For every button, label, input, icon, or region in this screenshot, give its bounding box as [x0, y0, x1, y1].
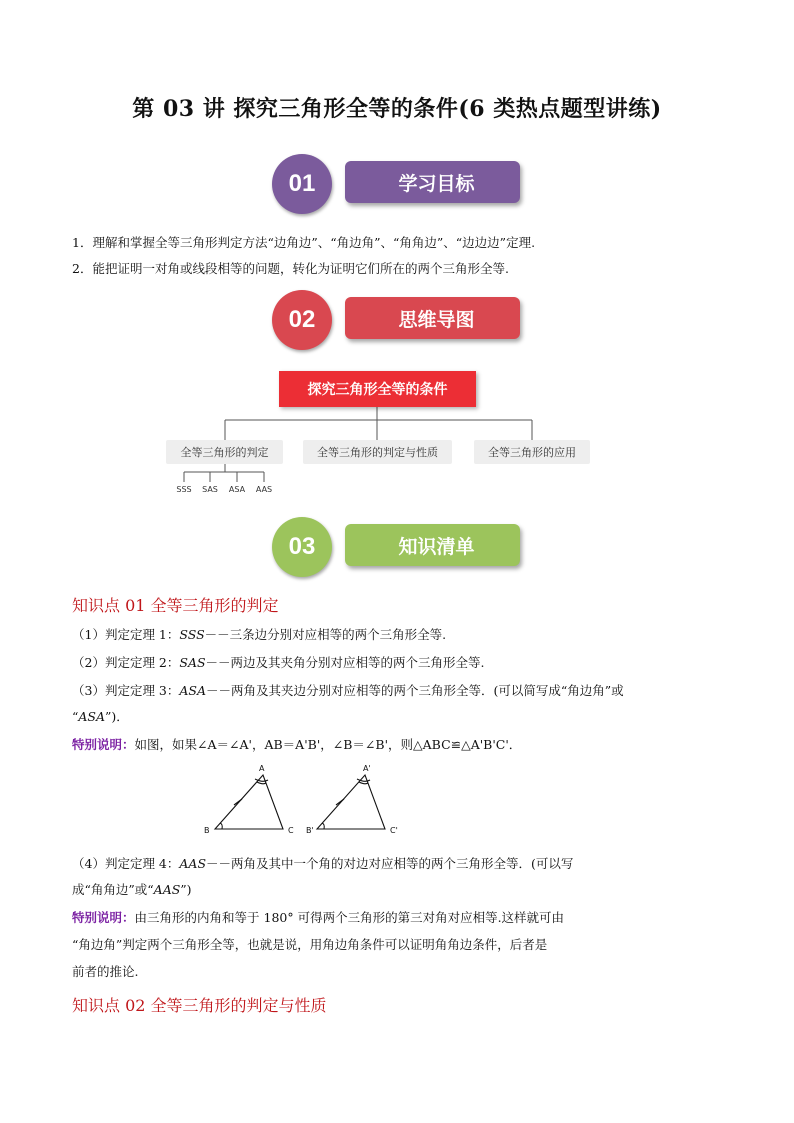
vertex-label-a-prime: A'	[363, 764, 371, 773]
special-note-2	[72, 910, 564, 926]
special-note-1	[72, 737, 521, 753]
theorem-label: （1）判定定理 1：	[72, 627, 180, 642]
theorem-4	[72, 856, 573, 872]
mindmap-node: 全等三角形的判定	[166, 440, 283, 464]
section-number: 03	[288, 533, 316, 560]
theorem-label: （4）判定定理 4：	[72, 856, 180, 871]
theorem-text: －－两边及其夹角分别对应相等的两个三角形全等.	[205, 655, 485, 670]
theorem-2	[72, 655, 485, 671]
quote-close: ”)．	[105, 709, 129, 724]
section-number-badge	[272, 517, 332, 577]
vertex-label-a: A	[259, 764, 265, 773]
theorem-text: 成“角角边”或“	[72, 882, 154, 897]
section-banner-knowledge	[345, 524, 520, 566]
theorem-abbr: SAS	[179, 655, 206, 670]
objective-2: 2．能把证明一对角或线段相等的问题，转化为证明它们所在的两个三角形全等.	[72, 261, 509, 276]
knowledge-heading: 知识点 02 全等三角形的判定与性质	[72, 996, 327, 1015]
note-label: 特别说明：	[72, 737, 135, 752]
special-note-2-line-3: 前者的推论.	[72, 964, 139, 979]
mindmap-leaf: ASA	[228, 485, 246, 494]
mindmap-node: 全等三角形的应用	[474, 440, 590, 464]
theorem-text: －－两角及其中一个角的对边对应相等的两个三角形全等．(可以写	[206, 856, 574, 871]
vertex-label-b: B	[204, 826, 210, 835]
theorem-4-continued	[72, 882, 192, 898]
theorem-label: （2）判定定理 2：	[72, 655, 180, 670]
theorem-abbr: AAS	[153, 882, 181, 897]
page-title: 第 03 讲 探究三角形全等的条件(6 类热点题型讲练)	[132, 96, 662, 122]
mindmap-leaf: SAS	[202, 485, 218, 494]
mindmap-root: 探究三角形全等的条件	[279, 371, 476, 407]
mindmap-leaf: AAS	[255, 485, 273, 494]
section-number: 02	[288, 306, 316, 333]
quote-close: ”)	[180, 882, 192, 897]
theorem-label: （3）判定定理 3：	[72, 683, 180, 698]
note-label: 特别说明：	[72, 910, 135, 925]
theorem-3	[72, 683, 624, 699]
theorem-text: －－两角及其夹边分别对应相等的两个三角形全等．(可以简写成“角边角”或	[206, 683, 624, 698]
knowledge-heading: 知识点 01 全等三角形的判定	[72, 596, 279, 615]
special-note-2-line-2: “角边角”判定两个三角形全等，也就是说，用角边角条件可以证明角角边条件，后者是	[72, 937, 548, 952]
theorem-abbr: ASA	[179, 683, 207, 698]
note-text: 由三角形的内角和等于 180° 可得两个三角形的第三对角对应相等.这样就可由	[134, 910, 565, 925]
vertex-label-b-prime: B'	[306, 826, 314, 835]
mindmap-leaf: SSS	[176, 485, 192, 494]
section-number: 01	[288, 170, 316, 197]
note-text: 如图，如果∠A＝∠A'，AB＝A'B'，∠B＝∠B'，则△ABC≌△A'B'C'．	[134, 737, 522, 752]
section-label: 学习目标	[398, 172, 475, 195]
theorem-abbr: SSS	[179, 627, 205, 642]
section-label: 思维导图	[398, 308, 475, 331]
theorem-abbr: ASA	[78, 709, 106, 724]
vertex-label-c: C	[288, 826, 294, 835]
theorem-abbr: AAS	[179, 856, 207, 871]
quote-open: “	[72, 709, 79, 724]
vertex-label-c-prime: C'	[390, 826, 398, 835]
theorem-1	[72, 627, 446, 643]
theorem-text: －－三条边分别对应相等的两个三角形全等.	[204, 627, 447, 642]
objective-1: 1．理解和掌握全等三角形判定方法“边角边”、“角边角”、“角角边”、“边边边”定理.	[72, 235, 536, 250]
mindmap-node: 全等三角形的判定与性质	[303, 440, 452, 464]
section-label: 知识清单	[398, 535, 475, 558]
theorem-3-continued	[72, 709, 129, 725]
congruent-triangles-figure	[195, 762, 415, 842]
